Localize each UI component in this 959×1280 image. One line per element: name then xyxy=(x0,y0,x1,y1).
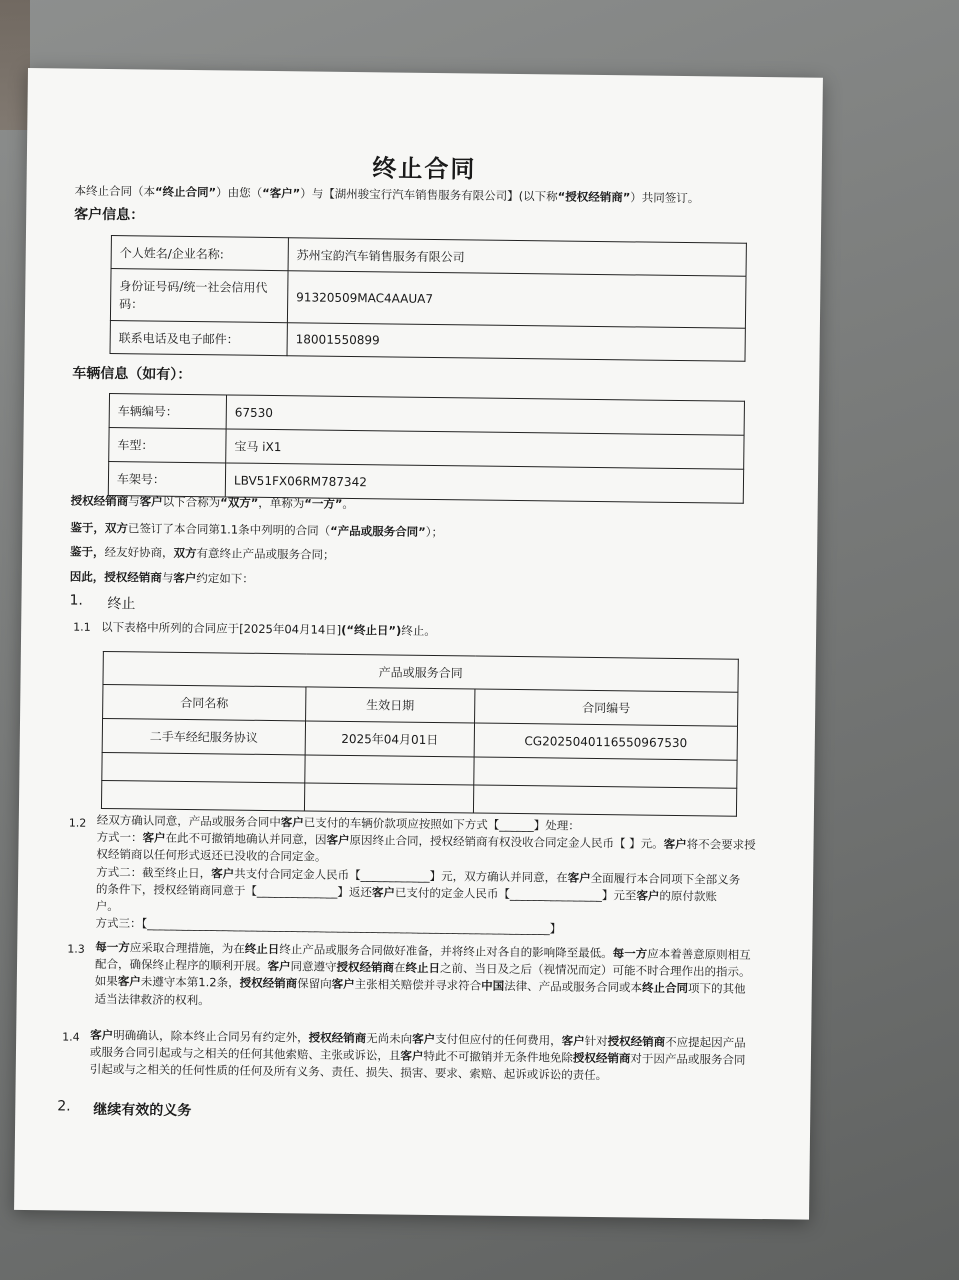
vehicle-label: 车辆编号： xyxy=(109,394,226,429)
table-cell xyxy=(474,757,737,788)
clause-line: 权经销商以任何形式返还已没收的合同定金。 xyxy=(96,847,327,865)
section-1-number: 1. xyxy=(69,592,83,609)
clause-1-3-number: 1.3 xyxy=(67,942,85,956)
section-1-title: 终止 xyxy=(107,596,136,613)
text: 终止。 xyxy=(401,623,436,639)
vehicle-value: LBV51FX06RM787342 xyxy=(225,463,743,503)
text-bold: 客户 xyxy=(280,815,304,830)
text-bold: “双方” xyxy=(220,495,259,510)
intro-text: 本终止合同（本 xyxy=(74,183,156,199)
text: 法律、产品或服务合同或本 xyxy=(504,979,643,995)
text: 在 xyxy=(393,960,406,975)
text-bold: 客户 xyxy=(142,830,166,845)
text: 已签订了本合同第1.1条中列明的合同（ xyxy=(127,521,331,538)
text: 在此不可撤销地确认并同意，因 xyxy=(165,830,327,847)
clause-line: 适当法律救济的权利。 xyxy=(94,991,210,1007)
clause-1-2-text xyxy=(95,812,796,941)
text: 以下表格中所列的合同应于[2025年04月14日] xyxy=(101,619,342,637)
text: 终止产品或服务合同做好准备，并将终止对各自的影响降至最低。 xyxy=(279,942,613,961)
contract-table-caption: 产品或服务合同 xyxy=(103,651,738,692)
text: 以下合称为 xyxy=(162,494,221,510)
text: 方式二：截至终止日， xyxy=(96,864,212,880)
text-bold: 鉴于， xyxy=(70,520,105,535)
text: 之前、当日及之后（视情况而定）可能不时合理作出的指示。 xyxy=(439,961,751,980)
vehicle-info-heading: 车辆信息（如有）： xyxy=(72,365,192,384)
customer-value: 18001550899 xyxy=(287,323,745,362)
text-bold: 授权经销商 xyxy=(607,1034,666,1049)
table-row xyxy=(110,269,746,329)
text: ）； xyxy=(425,524,444,540)
customer-info-heading: 客户信息： xyxy=(74,206,145,224)
text-bold: 客户 xyxy=(371,885,396,900)
text-bold: “一方” xyxy=(304,496,343,511)
parties-definition xyxy=(71,493,354,513)
text-bold: 中国 xyxy=(481,979,505,994)
clause-1-4-text xyxy=(90,1027,795,1087)
vehicle-info-table xyxy=(108,393,745,504)
text-bold: 每一方 xyxy=(612,946,648,961)
column-header: 生效日期 xyxy=(306,687,475,723)
table-cell: CG2025040116550967530 xyxy=(474,723,737,760)
text-bold: 授权经销商 xyxy=(70,493,129,509)
contract-page xyxy=(14,68,823,1220)
vehicle-label: 车型： xyxy=(109,428,226,463)
text: ，单称为 xyxy=(258,495,305,511)
agreement-clause xyxy=(70,569,254,588)
text-bold: 终止合同 xyxy=(642,980,689,996)
table-cell: 二手车经纪服务协议 xyxy=(102,718,305,754)
text: 。 xyxy=(342,496,355,512)
text: 已支付的定金人民币【________________】元至 xyxy=(394,885,637,903)
text-bold: 双方 xyxy=(104,520,128,536)
text: 配合，确保终止程序的顺利开展。 xyxy=(94,957,268,974)
text-bold: 客户 xyxy=(211,865,235,881)
text: 经双方确认同意，产品或服务合同中 xyxy=(96,812,281,830)
text: 经友好协商， xyxy=(104,544,174,560)
clause-line: 引起或与之相关的任何性质的任何及所有义务、责任、损失、损害、要求、索赔、起诉或诉讼的责任。 xyxy=(89,1062,608,1083)
text: 将不会要求授 xyxy=(686,837,756,853)
customer-label: 联系电话及电子邮件： xyxy=(110,321,287,356)
intro-text: ）由您（ xyxy=(216,185,263,200)
text: 应采取合理措施，为在 xyxy=(129,940,245,956)
table-cell xyxy=(101,780,304,810)
clause-1-2-number: 1.2 xyxy=(68,816,87,830)
text: 应本着善意原则相互 xyxy=(647,946,751,962)
text: 方式一： xyxy=(96,830,143,845)
clause-1-3-text xyxy=(95,939,796,1016)
contract-table xyxy=(101,651,739,817)
intro-text: ）与【湖州骏宝行汽车销售服务有限公司】(以下称 xyxy=(300,186,558,204)
text-bold: 客户 xyxy=(400,1048,424,1064)
vehicle-value: 宝马 iX1 xyxy=(226,429,744,469)
text: 支付但应付的任何费用， xyxy=(435,1032,562,1048)
text: 的原付款账 xyxy=(659,888,718,904)
column-header: 合同编号 xyxy=(475,689,738,726)
text: 已支付的车辆价款项应按照如下方式【______】处理： xyxy=(303,815,580,833)
text: 项下的其他 xyxy=(688,981,746,997)
text-bold: 双方 xyxy=(173,545,197,561)
text-bold: 授权经销商 xyxy=(572,1050,631,1066)
text-bold: 客户 xyxy=(331,977,355,992)
table-cell xyxy=(102,752,305,782)
table-row xyxy=(110,321,745,362)
table-cell xyxy=(473,785,736,816)
text-bold: 授权经销商 xyxy=(308,1030,367,1046)
text: 保留向 xyxy=(297,976,332,992)
text: 无尚未向 xyxy=(366,1031,413,1046)
text: 与 xyxy=(161,570,174,585)
text-bold: 客户 xyxy=(90,1027,114,1043)
intro-term-termination: “终止合同” xyxy=(154,184,217,200)
text: 的条件下，授权经销商同意于【______________】返还 xyxy=(95,881,373,900)
intro-term-dealer: “授权经销商” xyxy=(557,189,631,205)
column-header: 合同名称 xyxy=(103,684,306,720)
recital-1 xyxy=(70,520,443,542)
text: 特此不可撤销并无条件地免除 xyxy=(423,1049,574,1065)
text: 对于因产品或服务合同 xyxy=(630,1051,746,1068)
clause-line: 方式三：【______________________________________________________________________】 xyxy=(95,916,562,936)
text: 主张相关赔偿并寻求符合 xyxy=(354,977,482,994)
text-bold: 授权经销商 xyxy=(336,960,395,975)
text: 原因终止合同，授权经销商有权没收合同定金人民币【 】元。 xyxy=(349,833,664,852)
text-bold: 客户 xyxy=(567,870,591,885)
background-fabric xyxy=(0,0,30,130)
text-bold: 客户 xyxy=(117,974,141,989)
intro-term-customer: “客户” xyxy=(262,185,301,201)
vehicle-label: 车架号： xyxy=(108,462,225,497)
text-bold: 鉴于， xyxy=(70,544,105,559)
text-bold: 客户 xyxy=(173,570,197,586)
customer-value: 91320509MAC4AAUA7 xyxy=(287,271,746,329)
text: 全面履行本合同项下全部义务 xyxy=(590,870,741,887)
document-title: 终止合同 xyxy=(372,154,477,184)
customer-info-table xyxy=(110,235,747,362)
text: 共支付合同定金人民币【____________】元，双方确认并同意，在 xyxy=(234,866,568,885)
text-bold: 客户 xyxy=(561,1033,585,1048)
section-2-number: 2. xyxy=(57,1098,71,1115)
text: 如果 xyxy=(94,974,118,989)
text: 有意终止产品或服务合同； xyxy=(196,546,335,562)
text-bold: 终止日 xyxy=(405,960,441,976)
section-2-title: 继续有效的义务 xyxy=(93,1101,192,1120)
text: 针对 xyxy=(584,1033,608,1049)
text: 或服务合同引起或与之相关的任何其他索赔、主张或诉讼，且 xyxy=(89,1045,401,1063)
text: 不应提起因产品 xyxy=(665,1034,746,1050)
clause-1-1-number: 1.1 xyxy=(73,620,91,634)
text-bold: 客户 xyxy=(412,1031,436,1047)
text-bold: (“终止日”) xyxy=(341,622,402,638)
customer-label: 个人姓名/企业名称: xyxy=(111,236,288,271)
text: 与 xyxy=(128,494,140,509)
text-bold: 客户 xyxy=(636,888,660,903)
text-bold: 因此， xyxy=(69,569,105,584)
table-cell: 2025年04月01日 xyxy=(305,721,474,757)
text-bold: 客户 xyxy=(267,959,291,974)
customer-label: 身份证号码/统一社会信用代码： xyxy=(110,269,288,323)
clause-line: 户。 xyxy=(95,898,119,914)
text: 约定如下： xyxy=(196,571,254,586)
text: 同意遵守 xyxy=(290,959,337,975)
text-bold: 授权经销商 xyxy=(239,976,298,991)
intro-paragraph xyxy=(74,183,699,208)
clause-1-4-number: 1.4 xyxy=(62,1030,80,1044)
text-bold: 终止日 xyxy=(244,941,280,957)
text: 明确确认，除本终止合同另有约定外， xyxy=(113,1028,309,1045)
text-bold: 客户 xyxy=(663,837,687,852)
text-bold: 授权经销商 xyxy=(104,569,162,585)
text-bold: “产品或服务合同” xyxy=(330,523,426,539)
text: 未遵守本第1.2条， xyxy=(140,974,240,991)
recital-2 xyxy=(70,544,335,564)
customer-value: 苏州宝韵汽车销售服务有限公司 xyxy=(288,238,746,277)
clause-1-1-text xyxy=(101,619,436,640)
text-bold: 客户 xyxy=(139,494,163,509)
vehicle-value: 67530 xyxy=(226,395,744,435)
table-cell xyxy=(305,755,474,785)
table-cell xyxy=(304,783,473,813)
text-bold: 客户 xyxy=(326,832,350,848)
text-bold: 每一方 xyxy=(95,939,130,955)
intro-text: ）共同签订。 xyxy=(630,190,700,206)
